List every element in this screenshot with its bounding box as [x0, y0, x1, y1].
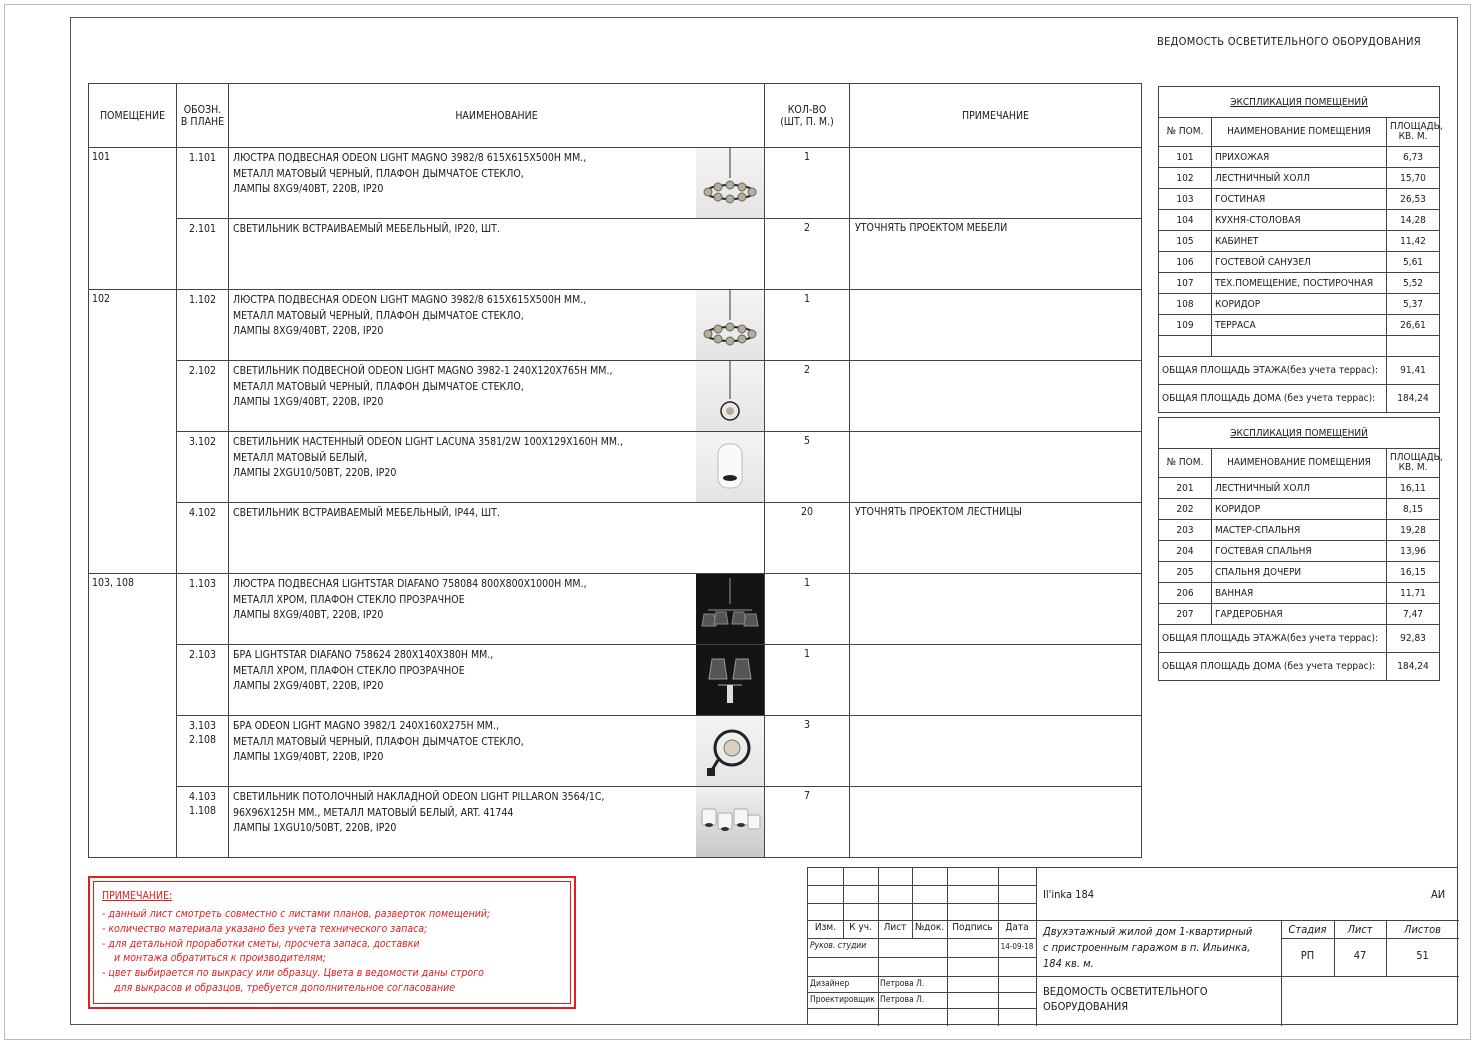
room-number: 109: [1159, 315, 1212, 336]
room-cell: 103, 108: [89, 574, 177, 858]
code-cell: [177, 290, 229, 361]
room-name: ГОСТЕВАЯ СПАЛЬНЯ: [1212, 541, 1387, 562]
room-name: МАСТЕР-СПАЛЬНЯ: [1212, 520, 1387, 541]
name-line-1: СВЕТИЛЬНИК ВСТРАИВАЕМЫЙ МЕБЕЛЬНЫЙ, IP44, ШТ.: [233, 507, 500, 519]
name-line-3: ЛАМПЫ 1XGU10/50ВТ, 220В, IP20: [233, 822, 397, 834]
list-item: [1159, 520, 1440, 541]
qty-cell: 2: [765, 361, 850, 432]
explication-caption: ЭКСПЛИКАЦИЯ ПОМЕЩЕНИЙ: [1159, 418, 1440, 449]
ceiling-spots-image: [696, 787, 764, 857]
equipment-table: [88, 83, 1142, 858]
room-area: 11,42: [1387, 231, 1440, 252]
explication-header-area: [1387, 449, 1443, 478]
note-cell: [850, 148, 1142, 219]
name-cell: [229, 148, 765, 219]
room-area: 5,61: [1387, 252, 1440, 273]
col-header-sheet: Лист: [883, 922, 907, 933]
code-cell: [177, 574, 229, 645]
col-header-date: Дата: [1005, 922, 1029, 933]
explication-caption: ЭКСПЛИКАЦИЯ ПОМЕЩЕНИЙ: [1159, 87, 1440, 118]
qty-cell: 1: [765, 574, 850, 645]
room-name: ПРИХОЖАЯ: [1212, 147, 1387, 168]
sign-date: 14-09-18: [1000, 942, 1034, 951]
code-primary: 1.102: [188, 294, 217, 306]
table-row: [89, 148, 1142, 219]
room-area: 19,28: [1387, 520, 1440, 541]
room-area: 13,96: [1387, 541, 1440, 562]
name-line-2: МЕТАЛЛ МАТОВЫЙ ЧЕРНЫЙ, ПЛАФОН ДЫМЧАТОЕ СТЕКЛО,: [233, 380, 524, 393]
code-cell: [177, 148, 229, 219]
explication-header-name: НАИМЕНОВАНИЕ ПОМЕЩЕНИЯ: [1212, 118, 1387, 147]
room-explication-floor-2: [1158, 417, 1443, 681]
wall-spot-image: [696, 432, 764, 502]
col-header-signature: Подпись: [952, 922, 993, 933]
note-cell: [850, 787, 1142, 858]
header-name: НАИМЕНОВАНИЕ: [229, 84, 765, 148]
table-row: [89, 432, 1142, 503]
name-line-1: ЛЮСТРА ПОДВЕСНАЯ ODEON LIGHT MAGNO 3982/8 615X615X500H ММ.,: [233, 152, 587, 164]
room-number: 108: [1159, 294, 1212, 315]
note-cell: [850, 645, 1142, 716]
qty-cell: 3: [765, 716, 850, 787]
name-cell: [229, 361, 765, 432]
name-line-1: СВЕТИЛЬНИК ПОДВЕСНОЙ ODEON LIGHT MAGNO 3982-1 240X120X765H ММ.,: [233, 365, 613, 377]
list-item: [1159, 273, 1440, 294]
project-name-line1: Двухэтажный жилой дом 1-квартирный: [1043, 925, 1253, 938]
name-line-2: МЕТАЛЛ МАТОВЫЙ БЕЛЫЙ,: [233, 451, 368, 464]
qty-cell: 7: [765, 787, 850, 858]
floor-area-label: ОБЩАЯ ПЛОЩАДЬ ЭТАЖА(без учета террас):: [1159, 357, 1387, 385]
col-header-count: К уч.: [849, 922, 872, 933]
list-item: [1159, 499, 1440, 520]
code-cell: [177, 787, 229, 858]
stage-header: Стадия: [1288, 923, 1327, 936]
code-cell: [177, 503, 229, 574]
floor-area-value: 91,41: [1387, 357, 1440, 385]
name-cell: [229, 290, 765, 361]
room-cell: 102: [89, 290, 177, 574]
table-row: [89, 716, 1142, 787]
room-area: 5,37: [1387, 294, 1440, 315]
table-header: [89, 84, 1142, 148]
list-item: [1159, 315, 1440, 336]
name-line-2: МЕТАЛЛ МАТОВЫЙ ЧЕРНЫЙ, ПЛАФОН ДЫМЧАТОЕ СТЕКЛО,: [233, 309, 524, 322]
col-header-doc: №док.: [914, 922, 945, 933]
area-header-line2: КВ. М.: [1398, 131, 1428, 142]
room-area: 11,71: [1387, 583, 1440, 604]
note-cell: [850, 716, 1142, 787]
qty-cell: 20: [765, 503, 850, 574]
list-item: [1159, 252, 1440, 273]
room-number: 104: [1159, 210, 1212, 231]
room-explication-floor-1: [1158, 86, 1443, 413]
name-line-2: МЕТАЛЛ МАТОВЫЙ ЧЕРНЫЙ, ПЛАФОН ДЫМЧАТОЕ СТЕКЛО,: [233, 735, 524, 748]
name-cell: [229, 219, 765, 290]
code-cell: [177, 645, 229, 716]
pendant-lamp-image: [696, 361, 764, 431]
code-primary: 2.101: [188, 223, 217, 235]
code-secondary: 1.108: [188, 805, 217, 817]
code-primary: 4.103: [188, 791, 217, 803]
room-name: ЛЕСТНИЧНЫЙ ХОЛЛ: [1212, 168, 1387, 189]
room-number: 105: [1159, 231, 1212, 252]
name-line-3: ЛАМПЫ 8XG9/40ВТ, 220В, IP20: [233, 325, 384, 337]
qty-cell: 2: [765, 219, 850, 290]
role-designer: Дизайнер: [810, 979, 850, 989]
sheet-number: 47: [1353, 949, 1367, 962]
table-row: [89, 574, 1142, 645]
header-qty: [765, 84, 850, 148]
list-item: [1159, 562, 1440, 583]
note-cell: УТОЧНЯТЬ ПРОЕКТОМ ЛЕСТНИЦЫ: [850, 503, 1142, 574]
table-row: [89, 645, 1142, 716]
house-area-value: 184,24: [1387, 385, 1440, 413]
code-cell: [177, 432, 229, 503]
note-cell: [850, 290, 1142, 361]
name-cell: [229, 645, 765, 716]
table-row: [89, 787, 1142, 858]
code-secondary: 2.108: [188, 734, 217, 746]
header-qty-line1: КОЛ-ВО: [787, 103, 827, 116]
name-line-1: СВЕТИЛЬНИК ПОТОЛОЧНЫЙ НАКЛАДНОЙ ODEON LIGHT PILLARON 3564/1C,: [233, 791, 605, 803]
name-cell: [229, 787, 765, 858]
room-number: 207: [1159, 604, 1212, 625]
room-cell: 101: [89, 148, 177, 290]
table-row: [89, 503, 1142, 574]
name-line-2: МЕТАЛЛ ХРОМ, ПЛАФОН СТЕКЛО ПРОЗРАЧНОЕ: [233, 593, 465, 606]
col-header-change: Изм.: [814, 922, 837, 933]
house-area-label: ОБЩАЯ ПЛОЩАДЬ ДОМА (без учета террас):: [1159, 653, 1387, 681]
list-item: [1159, 478, 1440, 499]
name-line-3: ЛАМПЫ 1XG9/40ВТ, 220В, IP20: [233, 396, 384, 408]
room-number: 206: [1159, 583, 1212, 604]
code-primary: 3.103: [188, 720, 217, 732]
code-cell: [177, 361, 229, 432]
header-room: ПОМЕЩЕНИЕ: [89, 84, 177, 148]
name-line-3: ЛАМПЫ 8XG9/40ВТ, 220В, IP20: [233, 609, 384, 621]
qty-cell: 1: [765, 645, 850, 716]
name-line-3: ЛАМПЫ 1XG9/40ВТ, 220В, IP20: [233, 751, 384, 763]
list-item: [1159, 294, 1440, 315]
list-item: [1159, 147, 1440, 168]
room-area: 6,73: [1387, 147, 1440, 168]
list-item: [1159, 210, 1440, 231]
area-header-line2: КВ. М.: [1398, 462, 1428, 473]
room-name: КАБИНЕТ: [1212, 231, 1387, 252]
code-cell: [177, 219, 229, 290]
header-code-line2: В ПЛАНЕ: [180, 115, 225, 128]
note-cell: [850, 432, 1142, 503]
room-name: СПАЛЬНЯ ДОЧЕРИ: [1212, 562, 1387, 583]
room-number: 101: [1159, 147, 1212, 168]
code-primary: 2.102: [188, 365, 217, 377]
room-name: ГОСТЕВОЙ САНУЗЕЛ: [1212, 252, 1387, 273]
name-line-1: СВЕТИЛЬНИК НАСТЕННЫЙ ODEON LIGHT LACUNA 3581/2W 100X129X160H ММ.,: [233, 436, 624, 448]
code-primary: 4.102: [188, 507, 217, 519]
ring-sconce-image: [696, 716, 764, 786]
name-cell: [229, 716, 765, 787]
house-area-value: 184,24: [1387, 653, 1440, 681]
remark-line: - количество материала указано без учета технического запаса;: [102, 923, 428, 935]
room-name: ЛЕСТНИЧНЫЙ ХОЛЛ: [1212, 478, 1387, 499]
list-item: [1159, 189, 1440, 210]
title-block: [807, 867, 1458, 1025]
chandelier-ring-image: [696, 290, 764, 360]
code-primary: 2.103: [188, 649, 217, 661]
name-cell: [229, 574, 765, 645]
explication-header-num: № ПОМ.: [1159, 449, 1212, 478]
room-name: КОРИДОР: [1212, 499, 1387, 520]
explication-header-num: № ПОМ.: [1159, 118, 1212, 147]
room-name: ВАННАЯ: [1212, 583, 1387, 604]
room-name: КУХНЯ-СТОЛОВАЯ: [1212, 210, 1387, 231]
empty-row: [1159, 336, 1440, 357]
area-header-line1: ПЛОЩАДЬ,: [1390, 452, 1443, 463]
qty-cell: 1: [765, 148, 850, 219]
remark-title: ПРИМЕЧАНИЕ:: [102, 890, 173, 902]
project-name-line3: 184 кв. м.: [1043, 957, 1094, 970]
room-number: 103: [1159, 189, 1212, 210]
name-cell: [229, 503, 765, 574]
table-row: [89, 219, 1142, 290]
document-title: [1043, 984, 1208, 1014]
document-title-line2: ОБОРУДОВАНИЯ: [1043, 1000, 1129, 1013]
area-header-line1: ПЛОЩАДЬ,: [1390, 121, 1443, 132]
sheet-title: ВЕДОМОСТЬ ОСВЕТИТЕЛЬНОГО ОБОРУДОВАНИЯ: [1157, 35, 1421, 48]
explication-header-area: [1387, 118, 1443, 147]
list-item: [1159, 604, 1440, 625]
name-line-3: ЛАМПЫ 2XGU10/50ВТ, 220В, IP20: [233, 467, 397, 479]
role-head-of-studio: Руков. студии: [810, 941, 867, 951]
room-area: 16,11: [1387, 478, 1440, 499]
name-cell: [229, 432, 765, 503]
room-name: ГАРДЕРОБНАЯ: [1212, 604, 1387, 625]
room-area: 26,61: [1387, 315, 1440, 336]
floor-area-value: 92,83: [1387, 625, 1440, 653]
chandelier-ring-image: [696, 148, 764, 218]
designer-name: Петрова Л.: [880, 979, 925, 989]
remark-line: - для детальной проработки сметы, просчета запаса, доставки: [102, 938, 420, 950]
room-name: ТЕРРАСА: [1212, 315, 1387, 336]
room-number: 202: [1159, 499, 1212, 520]
list-item: [1159, 168, 1440, 189]
room-name: ТЕХ.ПОМЕЩЕНИЕ, ПОСТИРОЧНАЯ: [1212, 273, 1387, 294]
room-number: 203: [1159, 520, 1212, 541]
project-code: Il'inka 184: [1043, 888, 1095, 901]
table-row: [89, 290, 1142, 361]
header-code: [177, 84, 229, 148]
stage-value: РП: [1300, 949, 1315, 962]
room-number: 205: [1159, 562, 1212, 583]
room-area: 16,15: [1387, 562, 1440, 583]
planner-name: Петрова Л.: [880, 995, 925, 1005]
sheets-total: 51: [1416, 949, 1429, 962]
header-qty-line2: (ШТ, П. М.): [780, 115, 834, 128]
list-item: [1159, 541, 1440, 562]
room-number: 107: [1159, 273, 1212, 294]
name-line-1: БРА LIGHTSTAR DIAFANO 758624 280X140X380H ММ.,: [233, 649, 494, 661]
note-cell: [850, 574, 1142, 645]
remark-box: [88, 876, 576, 1009]
table-row: [89, 361, 1142, 432]
project-name-line2: с пристроенным гаражом в п. Ильинка,: [1043, 941, 1251, 954]
header-code-line1: ОБОЗН.: [183, 103, 222, 116]
remark-line: - цвет выбирается по выкрасу или образцу. Цвета в ведомости даны строго: [102, 967, 484, 979]
sconce-image: [696, 645, 764, 715]
remark-line: и монтажа обратиться к производителям;: [114, 952, 326, 964]
room-number: 102: [1159, 168, 1212, 189]
qty-cell: 5: [765, 432, 850, 503]
room-area: 5,52: [1387, 273, 1440, 294]
header-note: ПРИМЕЧАНИЕ: [850, 84, 1142, 148]
document-title-line1: ВЕДОМОСТЬ ОСВЕТИТЕЛЬНОГО: [1043, 985, 1208, 998]
code-primary: 3.102: [188, 436, 217, 448]
name-line-1: БРА ODEON LIGHT MAGNO 3982/1 240X160X275H ММ.,: [233, 720, 499, 732]
room-number: 201: [1159, 478, 1212, 499]
remark-line: для выкрасов и образцов, требуется дополнительное согласование: [114, 982, 456, 994]
name-line-3: ЛАМПЫ 2XG9/40ВТ, 220В, IP20: [233, 680, 384, 692]
name-line-1: СВЕТИЛЬНИК ВСТРАИВАЕМЫЙ МЕБЕЛЬНЫЙ, IP20, ШТ.: [233, 223, 500, 235]
note-cell: УТОЧНЯТЬ ПРОЕКТОМ МЕБЕЛИ: [850, 219, 1142, 290]
qty-cell: 1: [765, 290, 850, 361]
name-line-2: МЕТАЛЛ ХРОМ, ПЛАФОН СТЕКЛО ПРОЗРАЧНОЕ: [233, 664, 465, 677]
list-item: [1159, 583, 1440, 604]
name-line-3: ЛАМПЫ 8XG9/40ВТ, 220В, IP20: [233, 183, 384, 195]
name-line-2: МЕТАЛЛ МАТОВЫЙ ЧЕРНЫЙ, ПЛАФОН ДЫМЧАТОЕ СТЕКЛО,: [233, 167, 524, 180]
sheets-header: Листов: [1404, 923, 1441, 936]
project-name: [1043, 924, 1252, 972]
code-cell: [177, 716, 229, 787]
role-planner: Проектировщик: [810, 995, 875, 1005]
house-area-label: ОБЩАЯ ПЛОЩАДЬ ДОМА (без учета террас):: [1159, 385, 1387, 413]
room-area: 26,53: [1387, 189, 1440, 210]
floor-area-label: ОБЩАЯ ПЛОЩАДЬ ЭТАЖА(без учета террас):: [1159, 625, 1387, 653]
code-primary: 1.103: [188, 578, 217, 590]
chandelier-shades-image: [696, 574, 764, 644]
explication-header-name: НАИМЕНОВАНИЕ ПОМЕЩЕНИЯ: [1212, 449, 1387, 478]
remark-line: - данный лист смотреть совместно с листами планов, разверток помещений;: [102, 908, 491, 920]
room-area: 7,47: [1387, 604, 1440, 625]
name-line-1: ЛЮСТРА ПОДВЕСНАЯ ODEON LIGHT MAGNO 3982/8 615X615X500H ММ.,: [233, 294, 587, 306]
note-cell: [850, 361, 1142, 432]
room-area: 15,70: [1387, 168, 1440, 189]
room-name: КОРИДОР: [1212, 294, 1387, 315]
room-number: 204: [1159, 541, 1212, 562]
name-line-1: ЛЮСТРА ПОДВЕСНАЯ LIGHTSTAR DIAFANO 758084 800X800X1000H ММ.,: [233, 578, 587, 590]
room-number: 106: [1159, 252, 1212, 273]
room-area: 14,28: [1387, 210, 1440, 231]
company-mark: АИ: [1431, 888, 1446, 901]
list-item: [1159, 231, 1440, 252]
code-primary: 1.101: [188, 152, 217, 164]
room-area: 8,15: [1387, 499, 1440, 520]
room-name: ГОСТИНАЯ: [1212, 189, 1387, 210]
name-line-2: 96X96X125H ММ., МЕТАЛЛ МАТОВЫЙ БЕЛЫЙ, ART. 41744: [233, 806, 514, 819]
sheet-header: Лист: [1347, 923, 1373, 936]
